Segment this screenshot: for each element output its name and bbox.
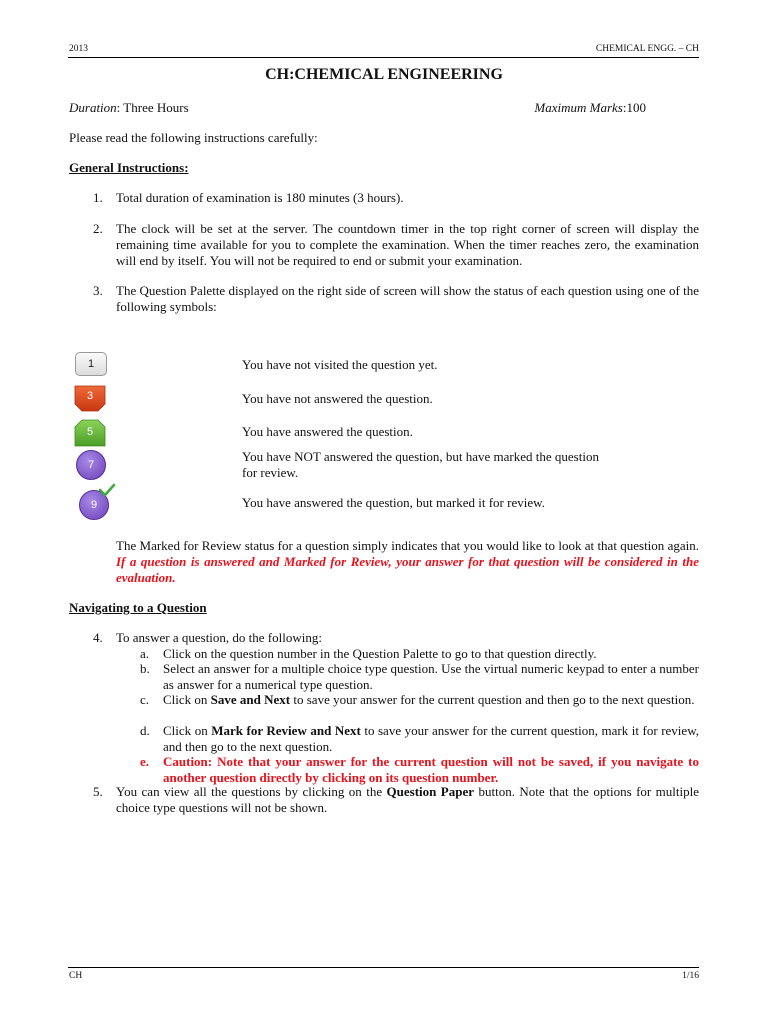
marks-label: Maximum Marks: [534, 100, 623, 115]
item-4c-post: to save your answer for the current question and then go to the next question.: [290, 692, 695, 707]
item-5-number: 5.: [93, 784, 103, 799]
item-3-text: The Question Palette displayed on the right side of screen will show the status of each question using one of the following symbols:: [116, 283, 699, 314]
not-visited-badge: [75, 352, 107, 376]
page-title: CH:CHEMICAL ENGINEERING: [265, 66, 503, 83]
intro-text: Please read the following instructions carefully:: [69, 130, 318, 145]
item-4-text: To answer a question, do the following:: [116, 630, 322, 645]
item-4b-text: Select an answer for a multiple choice type question. Use the virtual numeric keypad to enter a number as answer for a numerical type question.: [163, 661, 699, 692]
general-instructions-heading: General Instructions:: [69, 160, 189, 175]
header-year: 2013: [69, 44, 88, 54]
not-visited-badge-number: 1: [87, 358, 95, 370]
footer-rule: [68, 967, 699, 968]
item-4a-text: Click on the question number in the Question Palette to go to that question directly.: [163, 646, 597, 661]
header-rule: [68, 57, 699, 58]
answered-badge: [74, 423, 106, 441]
item-4c-letter: c.: [140, 692, 150, 707]
item-3-number: 3.: [93, 283, 103, 298]
marked-for-review-description: You have NOT answered the question, but have marked the question for review.: [242, 449, 599, 480]
item-4d-text: [163, 723, 699, 755]
item-5-text: [116, 784, 699, 816]
duration-label: Duration: [69, 100, 117, 115]
header-subject: CHEMICAL ENGG. – CH: [595, 44, 699, 54]
duration: [69, 100, 189, 116]
duration-value: : Three Hours: [116, 100, 189, 115]
navigating-heading: Navigating to a Question: [69, 600, 207, 615]
item-4d-letter: d.: [140, 723, 150, 738]
item-4e-letter: e.: [140, 754, 150, 769]
item-4d-pre: Click on: [163, 723, 212, 738]
answered-description: You have answered the question.: [242, 424, 413, 439]
marked-for-review-badge: [76, 450, 106, 480]
item-5-pre: You can view all the questions by clicking on the: [116, 784, 387, 799]
not-visited-description: You have not visited the question yet.: [242, 357, 438, 372]
item-4c-text: [163, 692, 699, 708]
item-4a-letter: a.: [140, 646, 150, 661]
mark-for-review-label: Mark for Review and Next: [211, 723, 361, 738]
item-4-number: 4.: [93, 630, 103, 645]
item-1-number: 1.: [93, 190, 103, 205]
item-4b-letter: b.: [140, 661, 150, 676]
review-note: [116, 538, 699, 586]
footer-code: CH: [69, 971, 83, 981]
item-2-number: 2.: [93, 221, 103, 236]
item-4d-post: to save your answer for the current question, mark it for review, and then go to the next question.: [163, 723, 699, 754]
answered-marked-description: You have answered the question, but marked it for review.: [242, 495, 545, 510]
not-answered-badge-number: 3: [86, 390, 94, 402]
save-and-next-label: Save and Next: [210, 692, 291, 707]
marked-for-review-badge-number: 7: [87, 459, 95, 471]
not-answered-badge: [74, 386, 106, 406]
not-answered-description: You have not answered the question.: [242, 391, 433, 406]
answered-badge-number: 5: [86, 426, 94, 438]
item-2-text: The clock will be set at the server. The countdown timer in the top right corner of screen will display the remaining time available for you to complete the examination. When the timer reaches zero, the examination will end by itself. You will not be required to end or submit your examination.: [116, 221, 699, 268]
item-1-text: Total duration of examination is 180 minutes (3 hours).: [116, 190, 404, 205]
maximum-marks: [534, 100, 646, 116]
page-number: 1/16: [682, 971, 699, 981]
item-4c-pre: Click on: [163, 692, 211, 707]
marks-value: :100: [622, 100, 646, 115]
answered-marked-badge-number: 9: [90, 499, 98, 511]
caution-text: Caution: Note that your answer for the current question will not be saved, if you navigate to another question directly by clicking on its question number.: [163, 754, 699, 785]
question-paper-label: Question Paper: [386, 784, 475, 799]
review-note-text: The Marked for Review status for a question simply indicates that you would like to look at that question again.: [116, 538, 699, 553]
item-5-post: button. Note that the options for multiple choice type questions will not be shown.: [116, 784, 699, 815]
review-note-emphasis: If a question is answered and Marked for Review, your answer for that question will be considered in the evaluation.: [116, 554, 699, 585]
check-icon: [98, 483, 116, 497]
